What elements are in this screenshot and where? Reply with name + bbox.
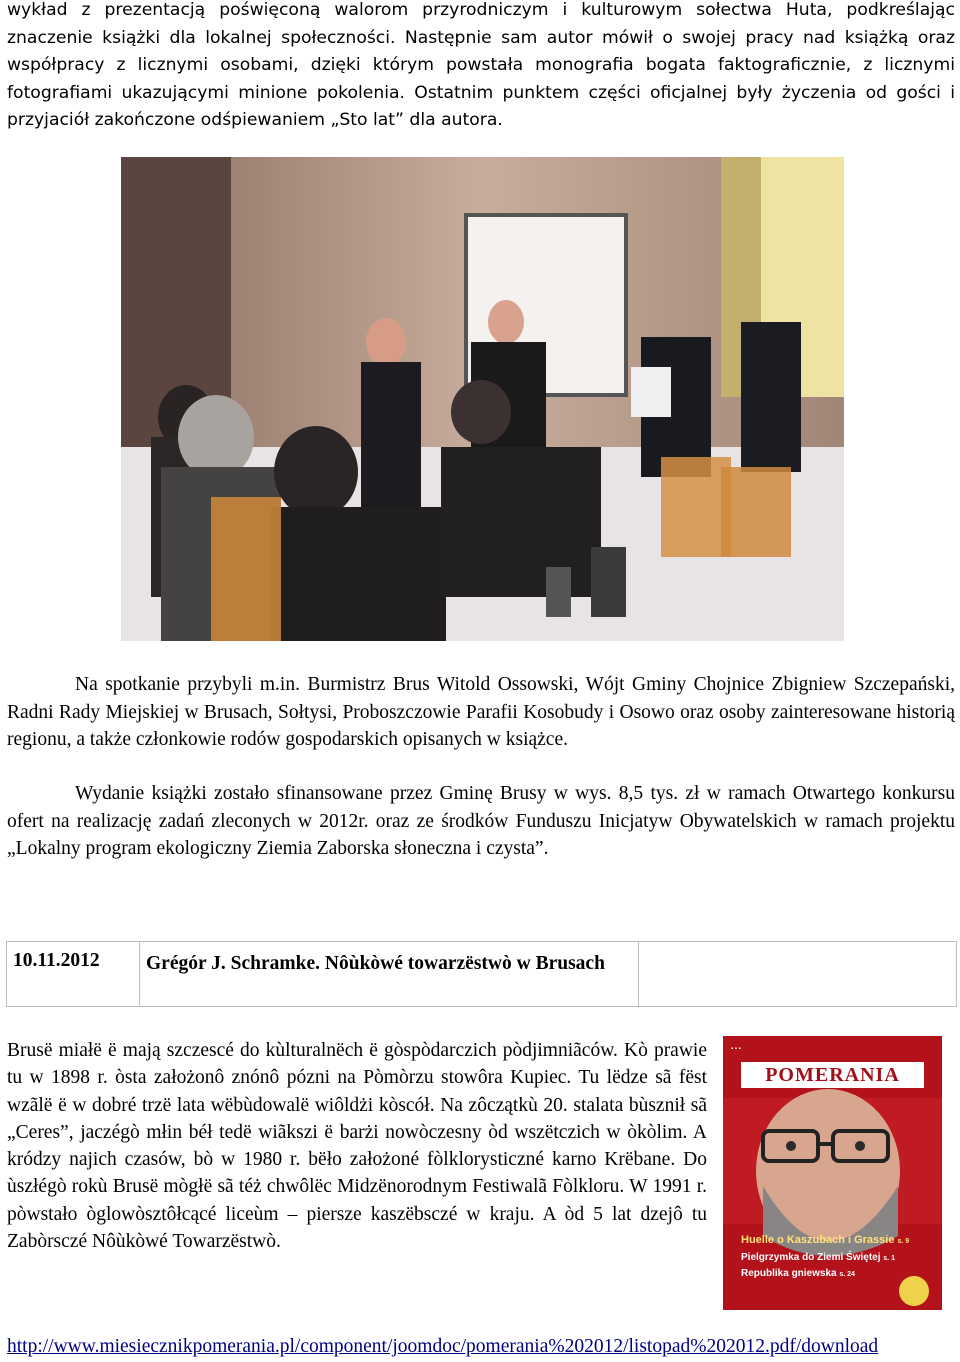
source-link[interactable]: http://www.miesiecznikpomerania.pl/component/joomdoc/pomerania%202012/listopad%202012.pdf/download [7, 1336, 879, 1357]
funding-paragraph: Wydanie książki zostało sfinansowane przez Gminę Brusy w wys. 8,5 tys. zł w ramach Otwartego konkursu ofert na realizację zadań zleconych w 2012r. oraz ze środków Funduszu Inicjatyw Obywatelskich w ramach projektu „Lokalny program ekologiczny Ziemia Zaborska słoneczna i czysta”. [7, 783, 955, 859]
cover-line-3: Republika gniewska [741, 1268, 837, 1279]
cover-line-2-page: s. 1 [883, 1255, 895, 1262]
cover-line-2: Pielgrzymka do Ziemi Świętej [741, 1252, 881, 1263]
cover-masthead-strip: ▪ ▪ ▪ [731, 1046, 741, 1052]
meeting-photo [121, 157, 844, 641]
attendees-paragraph: Na spotkanie przybyli m.in. Burmistrz Brus Witold Ossowski, Wójt Gminy Chojnice Zbigniew Szczepański, Radni Rady Miejskiej w Brusach, Sołtysi, Proboszczowie Parafii Kosobudy i Osowo oraz osoby zainteresowane historią regionu, a także członkowie rodów gospodarskich opisanych w książce. [7, 674, 955, 750]
cover-headline: Huelle o Kaszubach i Grassie [741, 1234, 895, 1246]
magazine-cover [723, 1036, 942, 1310]
meeting-photo-illustration [121, 157, 844, 641]
kashubian-article: Brusë miałë ë mają szczescé do kùlturalnëch ë gòspòdarczich pòdjimniãców. Kò prawie tu w 1898 r. òsta założonô znónô pózni na Pòmòrzu stowôra Kupiec. Tu lëdze sã fëst wzãlë ë w dobré trzë lata wëbùdowalë wiôldżi kòscół. Na zôczątkù 20. stalata bùsznił sã „Ceres”, jaczégò młin béł tedë wiãkszi ë barżi nowòczesny òd wszëtczich w òkòlim. A kródzy najich czasów, bò w 1980 r. bëło założoné fòlklorysticzné karno Krëbane. Do ùszłégò rokù Brusë mògłë sã téż chwôlëc Midzënorodnym Festiwalã Fòlkloru. W 1991 r. pòwstało òglowòsztôłcącé liceùm – piersze kaszëbsczé w kraju. A òd 5 lat dzejô tu Zabòrsczé Nôùkòwé Towarzëstwò. [7, 1040, 707, 1253]
cover-headline-page: s. 9 [897, 1238, 910, 1245]
cover-badge-icon [899, 1276, 929, 1306]
event-date: 10.11.2012 [7, 942, 140, 1007]
event-title: Grégór J. Schramke. Nôùkòwé towarzëstwò w Brusach [140, 942, 639, 1007]
event-table [6, 941, 957, 1007]
cover-line-3-page: s. 24 [839, 1271, 855, 1278]
intro-paragraph: wykład z prezentacją poświęconą walorom przyrodniczym i kulturowym sołectwa Huta, podkreślając znaczenie książki dla lokalnej społeczności. Następnie sam autor mówił o swojej pracy nad książką oraz współpracy z licznymi osobami, dzięki którym powstała monografia bogata faktograficznie, z licznymi fotografiami ukazującymi minione pokolenia. Ostatnim punktem części oficjalnej były życzenia od gości i przyjaciół zakończone odśpiewaniem „Sto lat” dla autora. [7, 0, 955, 130]
event-empty-cell [639, 942, 957, 1007]
magazine-title: POMERANIA [741, 1062, 924, 1088]
event-row [7, 942, 957, 1007]
